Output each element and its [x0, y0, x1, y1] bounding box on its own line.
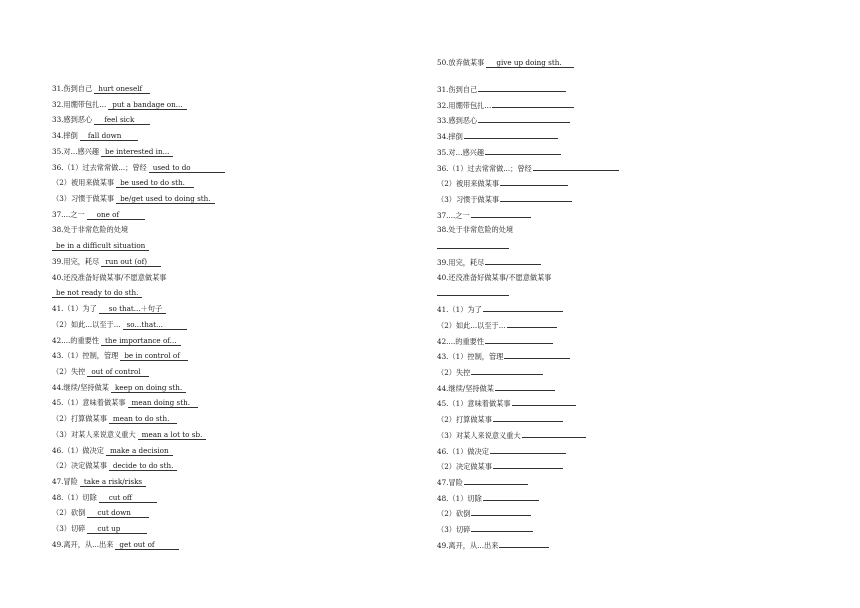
- item-answer: decide to do sth.: [109, 461, 178, 471]
- answer-blank[interactable]: [471, 367, 543, 375]
- right-item: [437, 241, 509, 251]
- item-answer: be in control of: [120, 351, 188, 361]
- item-prompt: （2）被用来做某事: [437, 179, 500, 189]
- left-item: [52, 398, 198, 408]
- left-item: [52, 367, 149, 377]
- item-prompt: 35.对...感兴趣: [437, 147, 485, 157]
- item-answer: make a decision: [106, 446, 173, 456]
- answer-blank[interactable]: [500, 178, 568, 186]
- right-item: [437, 336, 553, 346]
- item-prompt: 41.（1）为了: [437, 305, 482, 315]
- left-item: [52, 304, 166, 314]
- answer-blank[interactable]: [464, 131, 558, 139]
- answer-blank[interactable]: [533, 163, 619, 171]
- right-item: [437, 367, 543, 377]
- left-item: [52, 194, 215, 204]
- item-answer: be used to do sth.: [116, 178, 194, 188]
- item-prompt: 44.继续/坚持做某: [52, 382, 109, 392]
- item-answer: mean doing sth.: [128, 398, 198, 408]
- item-prompt: （3）对某人来说意义重大: [437, 430, 521, 440]
- item-answer: hurt oneself: [94, 84, 150, 94]
- item-prompt: 32.用绷带包扎...: [437, 100, 492, 110]
- right-item: [437, 163, 619, 173]
- left-item: [52, 383, 186, 393]
- left-item: [52, 524, 147, 534]
- item-prompt: 38.处于非常危险的处境: [437, 225, 514, 235]
- answer-blank[interactable]: [522, 430, 586, 438]
- right-item: [437, 84, 566, 94]
- right-item: [437, 225, 513, 234]
- item-prompt: （3）习惯于做某事: [437, 195, 500, 205]
- item-prompt: 38.处于非常危险的处境: [52, 225, 129, 235]
- item-prompt: 33.感到恶心: [52, 115, 93, 125]
- left-item: [52, 430, 206, 440]
- left-item: [52, 414, 177, 424]
- item-prompt: 47.冒险: [52, 477, 78, 486]
- item-answer: so that...＋句子: [99, 304, 166, 314]
- item-prompt: 34.摔倒: [52, 131, 78, 141]
- item-answer: one of: [87, 210, 145, 220]
- answer-blank[interactable]: [485, 336, 553, 344]
- item-prompt: 48.（1）切除: [437, 493, 482, 503]
- item-prompt: 46.（1）做决定: [437, 446, 489, 456]
- left-item: [52, 84, 150, 94]
- left-item: [52, 288, 142, 298]
- answer-blank[interactable]: [500, 194, 572, 202]
- item-prompt: （2）如此...以至于...: [52, 319, 121, 329]
- left-item: [52, 210, 145, 220]
- item-answer: give up doing sth.: [486, 58, 574, 68]
- item-prompt: （2）决定做某事: [52, 461, 107, 471]
- item-prompt: 37....之一: [52, 209, 85, 219]
- item-answer: so...that...: [123, 320, 187, 330]
- answer-blank[interactable]: [478, 115, 570, 123]
- item-answer: out of control: [87, 367, 149, 377]
- item-answer: be not ready to do sth.: [52, 288, 142, 298]
- item-prompt: （2）打算做某事: [437, 415, 492, 425]
- item-prompt: 32.用绷带包扎...: [52, 99, 107, 109]
- answer-blank[interactable]: [493, 461, 563, 469]
- item-prompt: 44.继续/坚持做某: [437, 383, 494, 393]
- item-prompt: 49.离开，从...出来: [52, 539, 114, 549]
- right-item: [437, 461, 563, 471]
- item-answer: put a bandage on...: [108, 100, 186, 110]
- answer-blank[interactable]: [437, 241, 509, 249]
- right-item: [437, 100, 574, 110]
- item-answer: mean to do sth.: [109, 414, 177, 424]
- item-prompt: （2）砍倒: [437, 509, 471, 519]
- answer-blank[interactable]: [499, 540, 549, 548]
- item-prompt: 48.（1）切除: [52, 492, 97, 502]
- item-prompt: 47.冒险: [437, 478, 463, 487]
- left-item: [52, 461, 177, 471]
- item-prompt: 43.（1）控制，管理: [52, 351, 119, 361]
- answer-blank[interactable]: [492, 100, 574, 108]
- right-item: [437, 210, 531, 220]
- right-item: [437, 304, 563, 314]
- left-item: [52, 273, 166, 282]
- item-answer: be in a difficult situation: [52, 241, 149, 251]
- answer-blank[interactable]: [471, 524, 533, 532]
- left-item: [52, 115, 150, 125]
- item-prompt: 39.用完，耗尽: [437, 257, 485, 267]
- left-item: [52, 493, 157, 503]
- item-prompt: （3）切碎: [52, 524, 86, 534]
- left-item: [52, 257, 161, 267]
- item-prompt: 41.（1）为了: [52, 304, 97, 314]
- left-item: [52, 351, 188, 361]
- answer-blank[interactable]: [483, 493, 539, 501]
- right-item: [437, 446, 566, 456]
- item-prompt: 39.用完，耗尽: [52, 256, 100, 266]
- answer-blank[interactable]: [485, 147, 561, 155]
- item-answer: fall down: [80, 131, 138, 141]
- item-answer: mean a lot to sb.: [138, 430, 207, 440]
- item-answer: cut down: [87, 508, 149, 518]
- right-top-item: [437, 58, 574, 68]
- item-answer: run out (of): [101, 257, 161, 267]
- item-prompt: （3）切碎: [437, 525, 471, 535]
- item-prompt: （2）失控: [52, 366, 86, 376]
- item-prompt: （3）对某人来说意义重大: [52, 429, 136, 439]
- item-prompt: 42....的重要性: [52, 335, 100, 345]
- item-answer: cut up: [87, 524, 147, 534]
- left-item: [52, 446, 173, 456]
- item-prompt: 35.对...感兴趣: [52, 146, 100, 156]
- item-prompt: （2）失控: [437, 367, 471, 377]
- right-item: [437, 383, 555, 393]
- left-item: [52, 320, 187, 330]
- item-prompt: 36.（1）过去常常做...；曾经: [437, 163, 532, 173]
- right-item: [437, 178, 568, 188]
- item-answer: cut off: [99, 493, 157, 503]
- item-prompt: 36.（1）过去常常做...；曾经: [52, 162, 147, 172]
- left-item: [52, 508, 149, 518]
- left-item: [52, 225, 128, 234]
- item-answer: take a risk/risks: [80, 477, 146, 487]
- right-item: [437, 115, 570, 125]
- item-answer: feel sick: [94, 115, 150, 125]
- answer-blank[interactable]: [504, 351, 570, 359]
- answer-blank[interactable]: [471, 508, 531, 516]
- right-item: [437, 320, 557, 330]
- right-item: [437, 493, 539, 503]
- item-prompt: 49.离开，从...出来: [437, 540, 499, 550]
- answer-blank[interactable]: [483, 304, 563, 312]
- item-answer: get out of: [115, 540, 179, 550]
- right-item: [437, 351, 570, 361]
- right-item: [437, 540, 549, 550]
- item-prompt: （3）习惯于做某事: [52, 194, 115, 204]
- item-prompt: 40.还没准备好做某事/不愿意做某事: [52, 272, 167, 282]
- answer-blank[interactable]: [493, 414, 563, 422]
- left-item: [52, 477, 146, 487]
- right-item: [437, 430, 586, 440]
- item-prompt: （2）打算做某事: [52, 414, 107, 424]
- right-item: [437, 398, 576, 408]
- right-item: [437, 524, 533, 534]
- item-prompt: 34.摔倒: [437, 132, 463, 142]
- item-prompt: 45.（1）意味着做某事: [437, 399, 511, 409]
- left-item: [52, 336, 181, 346]
- item-prompt: （2）砍倒: [52, 508, 86, 518]
- left-item: [52, 100, 187, 110]
- item-prompt: 31.伤到自己: [437, 85, 478, 94]
- item-answer: the importance of...: [101, 336, 181, 346]
- right-item: [437, 131, 558, 141]
- item-prompt: 50.放弃做某事: [437, 58, 485, 67]
- right-item: [437, 288, 509, 298]
- item-prompt: （2）如此...以至于...: [437, 320, 506, 330]
- item-prompt: 31.伤到自己: [52, 84, 93, 93]
- left-item: [52, 178, 194, 188]
- answer-blank[interactable]: [478, 84, 566, 92]
- item-prompt: 37....之一: [437, 210, 470, 220]
- answer-blank[interactable]: [471, 210, 531, 218]
- item-prompt: （2）决定做某事: [437, 462, 492, 472]
- item-prompt: 46.（1）做决定: [52, 445, 104, 455]
- right-item: [437, 257, 541, 267]
- answer-blank[interactable]: [490, 446, 566, 454]
- left-item: [52, 241, 149, 251]
- item-prompt: 42....的重要性: [437, 336, 485, 346]
- item-answer: be interested in...: [101, 147, 173, 157]
- item-prompt: 40.还没准备好做某事/不愿意做某事: [437, 272, 552, 282]
- left-item: [52, 163, 225, 173]
- answer-blank[interactable]: [495, 383, 555, 391]
- answer-blank[interactable]: [512, 398, 576, 406]
- item-prompt: 45.（1）意味着做某事: [52, 398, 126, 408]
- answer-blank[interactable]: [507, 320, 557, 328]
- item-answer: be/get used to doing sth.: [116, 194, 215, 204]
- right-item: [437, 147, 561, 157]
- answer-blank[interactable]: [437, 288, 509, 296]
- item-prompt: （2）被用来做某事: [52, 178, 115, 188]
- right-item: [437, 194, 572, 204]
- left-item: [52, 540, 179, 550]
- right-item: [437, 477, 528, 487]
- right-item: [437, 414, 563, 424]
- item-prompt: 43.（1）控制，管理: [437, 352, 504, 362]
- answer-blank[interactable]: [485, 257, 541, 265]
- left-item: [52, 131, 138, 141]
- right-item: [437, 508, 531, 518]
- answer-blank[interactable]: [464, 477, 528, 485]
- item-answer: keep on doing sth.: [111, 383, 186, 393]
- left-item: [52, 147, 173, 157]
- item-prompt: 33.感到恶心: [437, 116, 478, 126]
- item-answer: used to do: [149, 163, 225, 173]
- right-item: [437, 273, 551, 282]
